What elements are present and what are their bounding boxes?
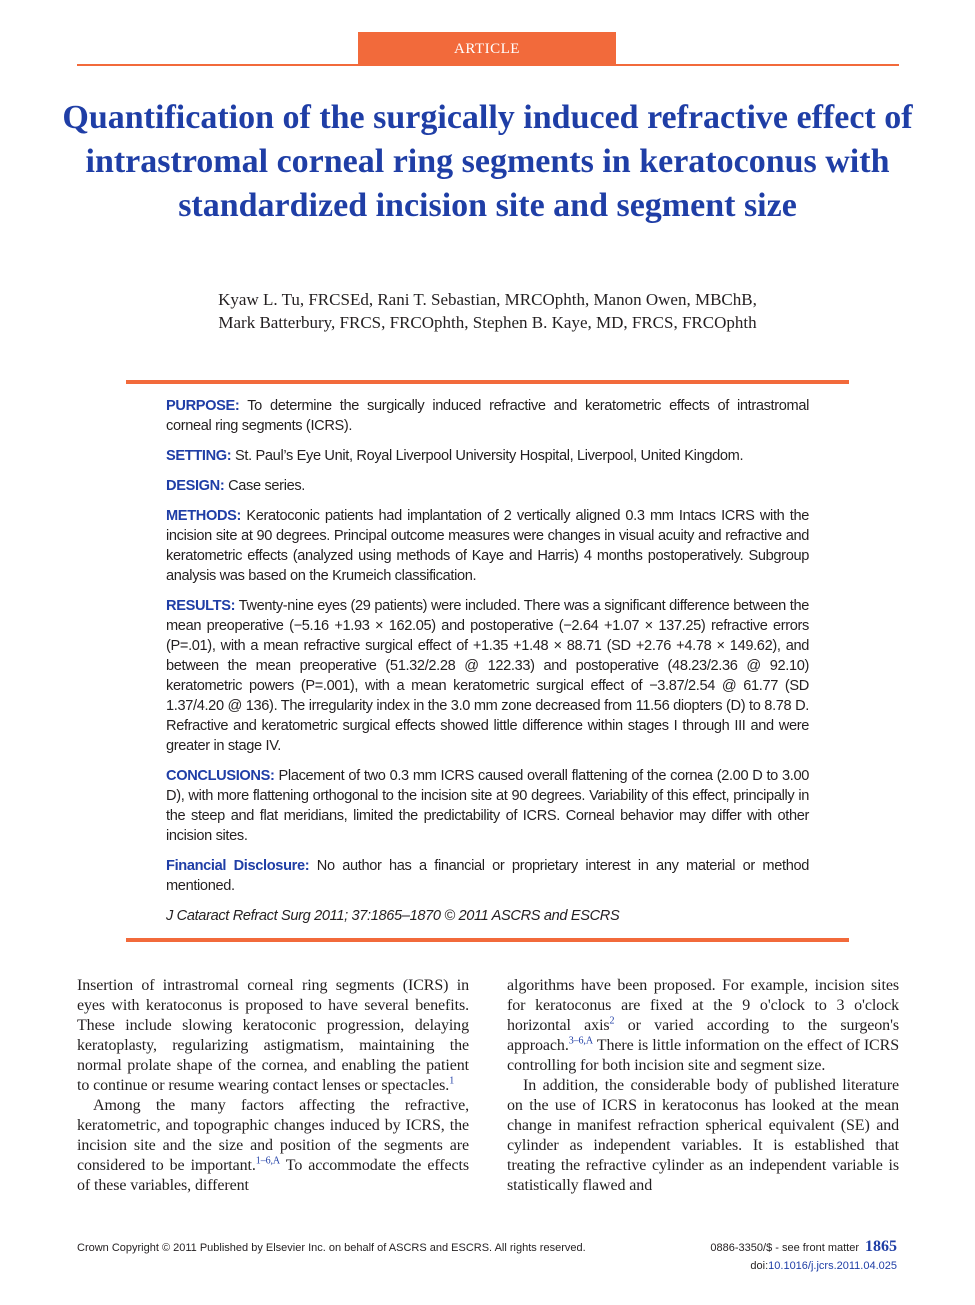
body-paragraph (77, 1096, 469, 1196)
abstract-conclusions (166, 766, 809, 846)
paragraph-text: To accommodate the effects of these variables, different (77, 1157, 469, 1194)
abstract-purpose (166, 396, 809, 436)
copyright-notice: Crown Copyright © 2011 Published by Elsevier Inc. on behalf of ASCRS and ESCRS. All rights reserved. (77, 1242, 586, 1254)
purpose-text: To determine the surgically induced refractive and keratometric effects of intrastromal corneal ring segments (ICRS). (166, 398, 809, 434)
abstract (166, 396, 809, 936)
doi-link[interactable]: 10.1016/j.jcrs.2011.04.025 (768, 1260, 897, 1272)
design-text: Case series. (228, 478, 306, 494)
conclusions-heading: CONCLUSIONS: (166, 768, 275, 784)
article-title: Quantification of the surgically induced refractive effect of intrastromal corneal ring segments in keratoconus with standardized incision site and segment size (62, 99, 913, 224)
setting-heading: SETTING: (166, 448, 232, 464)
page-number: 1865 (865, 1238, 897, 1255)
body-paragraph (507, 976, 899, 1076)
abstract-methods (166, 506, 809, 586)
abstract-design (166, 476, 809, 496)
reference-link[interactable]: 1–6,A (255, 1155, 281, 1167)
design-heading: DESIGN: (166, 478, 225, 494)
authors-line-2: Mark Batterbury, FRCS, FRCOphth, Stephen B. Kaye, MD, FRCS, FRCOphth (218, 313, 757, 332)
results-heading: RESULTS: (166, 598, 236, 614)
paragraph-text: In addition, the considerable body of published literature on the use of ICRS in keratoconus has looked at the mean change in manifest refraction spherical equivalent (SE) and cylinder as independent variables. It is established that treating the refractive cylinder as an independent variable is statistically flawed and (507, 1077, 899, 1194)
author-list (100, 288, 875, 334)
abstract-setting (166, 446, 809, 466)
journal-citation: J Cataract Refract Surg 2011; 37:1865–1870 © 2011 ASCRS and ESCRS (166, 908, 620, 924)
body-paragraph (507, 1076, 899, 1196)
paragraph-text: Among the many factors affecting the refractive, keratometric, and topographic changes induced by ICRS, the incision site and the size and position of the segments are considered to be important. (77, 1097, 469, 1174)
abstract-top-divider (126, 380, 849, 384)
conclusions-text: Placement of two 0.3 mm ICRS caused overall flattening of the cornea (2.00 D to 3.00 D), with more flattening orthogonal to the incision site at 90 degrees. Variability of this effect, principally in the steep and flat meridians, limited the predictability of ICRS. Corneal behavior may differ with other incision sites. (166, 768, 809, 844)
reference-link[interactable]: 2 (609, 1015, 615, 1027)
results-text: Twenty-nine eyes (29 patients) were included. There was a significant difference between the mean preoperative (−5.16 +1.93 × 162.05) and postoperative (−2.64 +1.07 × 137.25) refractive errors (P=.01), with a mean refractive surgical effect of +1.35 +1.48 × 88.71 (SD +2.76 +4.78 × 149.62), and between the mean preoperative (51.32/2.28 @ 122.33) and postoperative (48.23/2.36 @ 92.10) keratometric powers (P=.001), with a mean keratometric surgical effect of −3.87/2.54 @ 61.77 (SD 1.37/4.20 @ 136). The irregularity index in the 3.0 mm zone decreased from 11.56 diopters (D) to 8.78 D. Refractive and keratometric surgical effects showed little difference within stages I through III and were greater in stage IV. (166, 598, 809, 754)
footer-meta (710, 1238, 897, 1272)
disclosure-heading: Financial Disclosure: (166, 858, 310, 874)
reference-link[interactable]: 3–6,A (568, 1035, 593, 1047)
paragraph-text: Insertion of intrastromal corneal ring segments (ICRS) in eyes with keratoconus is proposed to have several benefits. These include slowing keratoconic progression, delaying keratoplasty, regularizing astigmatism, maintaining the normal prolate shape of the cornea, and enabling the patient to continue or resume wearing contact lenses or spectacles. (77, 977, 469, 1094)
paragraph-text: There is little information on the effect of ICRS controlling for both incision site and segment size. (507, 1037, 899, 1074)
abstract-disclosure (166, 856, 809, 896)
issn-text: 0886-3350/$ - see front matter (710, 1242, 859, 1254)
purpose-heading: PURPOSE: (166, 398, 240, 414)
paragraph-text: algorithms have been proposed. For example, incision sites for keratoconus are fixed at the 9 o'clock to 3 o'clock horizontal axis (507, 977, 899, 1034)
abstract-results (166, 596, 809, 756)
body-paragraph (77, 976, 469, 1096)
methods-text: Keratoconic patients had implantation of 2 vertically aligned 0.3 mm Intacs ICRS with the incision site at 90 degrees. Principal outcome measures were changes in visual acuity and refractive and keratometric effects (analyzed using methods of Kaye and Harris) 4 months postoperatively. Subgroup analysis was based on the Krumeich classification. (166, 508, 809, 584)
setting-text: St. Paul’s Eye Unit, Royal Liverpool University Hospital, Liverpool, United Kingdom. (235, 448, 744, 464)
authors-line-1: Kyaw L. Tu, FRCSEd, Rani T. Sebastian, MRCOphth, Manon Owen, MBChB, (218, 290, 757, 309)
disclosure-text: No author has a financial or proprietary interest in any material or method mentioned. (166, 858, 809, 894)
paragraph-text: or varied according to the surgeon's approach. (507, 1017, 899, 1054)
abstract-bottom-divider (126, 938, 849, 942)
reference-link[interactable]: 1 (449, 1075, 455, 1087)
section-label: ARTICLE (358, 32, 616, 64)
doi-label: doi: (750, 1260, 769, 1272)
body-column-right (507, 976, 899, 1196)
header-divider (77, 64, 899, 66)
body-column-left (77, 976, 469, 1196)
methods-heading: METHODS: (166, 508, 242, 524)
